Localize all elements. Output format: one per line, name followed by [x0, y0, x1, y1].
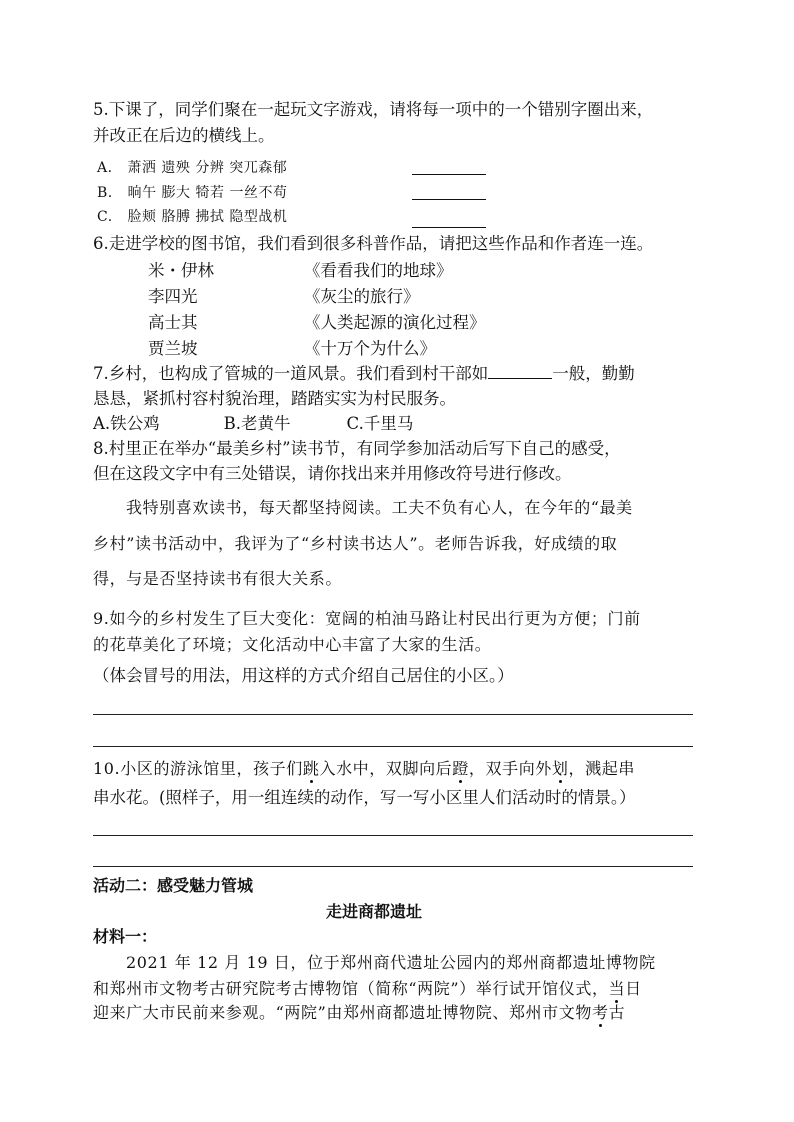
q10-emphasized-verb: 跳 [302, 759, 320, 778]
q6-work[interactable]: 《看看我们的地球》 [304, 261, 453, 280]
q7-choice-a[interactable]: A.铁公鸡 [93, 414, 160, 433]
q8-passage-line2: 乡村”读书活动中，我评为了“乡村读书达人”。老师告诉我，好成绩的取 [93, 534, 618, 553]
q10-line1 [93, 757, 635, 781]
q10-answer-line-2[interactable] [93, 866, 693, 867]
q10-text: 入水中，双脚向后 [319, 759, 453, 778]
q5-option-a [97, 156, 287, 180]
q7-text-after: 一般，勤勤 [552, 364, 635, 383]
material-text: 和郑州市文物考古研究院考古博物馆（简称“两院”）举行试开馆仪式， [93, 979, 609, 998]
q10-line2: 串水花。(照样子，用一组连续的动作，写一写小区里人们活动时的情景。） [93, 788, 636, 807]
q6-author[interactable]: 米・伊林 [148, 261, 214, 280]
q10-text: ，双手向外 [468, 759, 552, 778]
option-label: C. [97, 209, 113, 225]
material-paragraph-line2 [93, 977, 642, 1001]
q7-line2: 恳恳，紧抓村容村貌治理，踏踏实实为村民服务。 [93, 389, 456, 408]
q9-answer-line-1[interactable] [93, 714, 693, 715]
q8-passage-line1: 我特别喜欢读书，每天都坚持阅读。工夫不负有心人，在今年的“最美 [126, 498, 633, 517]
q10-answer-line-1[interactable] [93, 835, 693, 836]
q5-option-c [97, 205, 287, 229]
q6-work[interactable]: 《人类起源的演化过程》 [304, 313, 486, 332]
q7-text-before: 7.乡村，也构成了管城的一道风景。我们看到村干部如 [93, 364, 489, 383]
q5-answer-blank-c[interactable] [412, 227, 486, 228]
q6-work[interactable]: 《十万个为什么》 [304, 339, 436, 358]
activity2-title: 走进商都遗址 [326, 902, 423, 921]
q6-work[interactable]: 《灰尘的旅行》 [304, 287, 420, 306]
option-text: 萧洒 遗殃 分辨 突兀森郁 [127, 160, 288, 176]
material-paragraph-line1: 2021 年 12 月 19 日，位于郑州商代遗址公园内的郑州商都遗址博物院 [126, 953, 656, 972]
q7-choice-c[interactable]: C.千里马 [346, 414, 414, 433]
q7-choices [93, 412, 413, 436]
q10-emphasized-verb: 划 [551, 759, 569, 778]
q8-line1: 8.村里正在举办“最美乡村”读书节，有同学参加活动后写下自己的感受， [93, 439, 621, 458]
q5-answer-blank-a[interactable] [412, 174, 486, 175]
q6-author[interactable]: 高士其 [148, 313, 198, 332]
activity2-heading: 活动二：感受魅力管城 [93, 876, 254, 895]
q9-instruction: （体会冒号的用法，用这样的方式介绍自己居住的小区。） [93, 666, 514, 685]
q7-fill-blank[interactable] [488, 364, 552, 379]
q6-line1: 6.走进学校的图书馆，我们看到很多科普作品，请把这些作品和作者连一连。 [93, 234, 654, 253]
material-emphasized-char: 当 [608, 979, 626, 998]
material-text: 迎来广大市民前来参观。“两院”由郑州商都遗址博物院、郑州市文物 [93, 1003, 592, 1022]
q7-line1 [93, 362, 635, 386]
q10-text: ，溅起串 [568, 759, 635, 778]
option-label: A. [97, 160, 113, 176]
q6-author[interactable]: 贾兰坡 [148, 339, 198, 358]
material-text: 日 [625, 979, 642, 998]
option-text: 晌午 膨大 犄若 一丝不苟 [127, 185, 288, 201]
q9-line1: 9.如今的乡村发生了巨大变化：宽阔的柏油马路让村民出行更为方便；门前 [93, 609, 641, 628]
q5-answer-blank-b[interactable] [412, 199, 486, 200]
material-emphasized-char: 考 [591, 1003, 609, 1022]
q10-emphasized-verb: 蹬 [452, 759, 469, 778]
option-label: B. [97, 185, 113, 201]
q5-option-b [97, 181, 287, 205]
q7-choice-b[interactable]: B.老黄牛 [223, 414, 291, 433]
q10-text: 10.小区的游泳馆里，孩子们 [93, 759, 303, 778]
q9-line2: 的花草美化了环境；文化活动中心丰富了大家的生活。 [93, 635, 492, 654]
q8-line2: 但在这段文字中有三处错误，请你找出来并用修改符号进行修改。 [93, 464, 572, 483]
material-text: 古 [608, 1003, 626, 1022]
q9-answer-line-2[interactable] [93, 746, 693, 747]
q5-line1: 5.下课了，同学们聚在一起玩文字游戏，请将每一项中的一个错别字圈出来， [93, 100, 654, 119]
q8-passage-line3: 得，与是否坚持读书有很大关系。 [93, 569, 343, 588]
material-one-label: 材料一： [93, 927, 158, 946]
option-text: 脸颊 胳膊 拂拭 隐型战机 [127, 209, 288, 225]
q6-author[interactable]: 李四光 [148, 287, 198, 306]
q5-line2: 并改正在后边的横线上。 [93, 126, 275, 145]
material-paragraph-line3 [93, 1001, 625, 1025]
